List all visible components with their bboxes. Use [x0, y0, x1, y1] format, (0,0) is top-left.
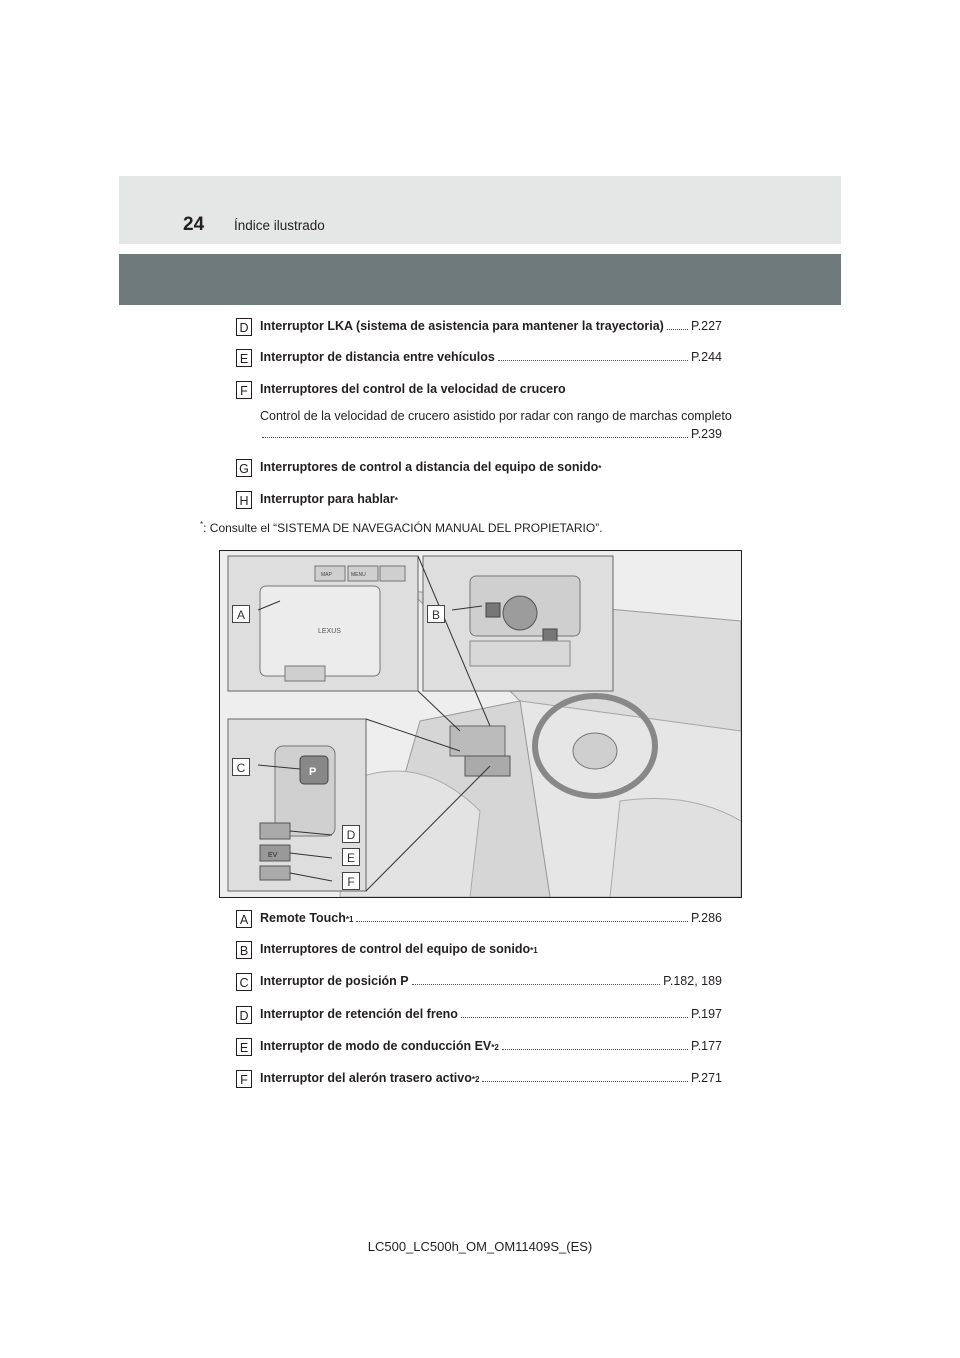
header-bar [119, 176, 841, 244]
footnote-mark: * [200, 520, 204, 529]
list-item-brake-hold [260, 1007, 722, 1021]
page-ref[interactable]: P.286 [690, 911, 722, 925]
letter-box-b: B [236, 941, 252, 959]
section-title: Índice ilustrado [234, 218, 325, 233]
lexus-text: LEXUS [318, 628, 341, 635]
letter-box-e2: E [236, 1038, 252, 1056]
ev-text: EV [268, 852, 278, 859]
page-ref[interactable]: P.177 [690, 1039, 722, 1053]
list-item-audio-controls [260, 942, 722, 956]
page-ref[interactable]: P.239 [690, 427, 722, 441]
footnote-mark: *1 [530, 946, 538, 955]
page-ref[interactable]: P.197 [690, 1007, 722, 1021]
letter-box-e: E [236, 349, 252, 367]
letter-box-d2: D [236, 1006, 252, 1024]
footnote-mark: *1 [345, 915, 354, 924]
footnote [200, 520, 603, 535]
callout-f: F [342, 872, 360, 890]
list-item-remote-audio [260, 460, 722, 474]
letter-box-d: D [236, 318, 252, 336]
footnote-text: : Consulte el “SISTEMA DE NAVEGACIÓN MANUAL DEL PROPIETARIO”. [203, 521, 603, 535]
list-item-lka [260, 319, 722, 333]
letter-box-h: H [236, 491, 252, 509]
document-code: LC500_LC500h_OM_OM11409S_(ES) [367, 1239, 593, 1254]
page-number: 24 [183, 214, 205, 235]
header-band [119, 254, 841, 305]
page-ref[interactable]: P.271 [690, 1071, 722, 1085]
sub-item-label: Control de la velocidad de crucero asistido por radar con rango de marchas completo [260, 409, 732, 423]
footnote-mark: *2 [491, 1043, 499, 1052]
footnote-mark: * [394, 496, 398, 505]
callout-a: A [232, 605, 250, 623]
callout-d: D [342, 825, 360, 843]
list-item-cruise [260, 382, 722, 396]
letter-box-f: F [236, 381, 252, 399]
item-label: Interruptor de modo de conducción EV [260, 1039, 492, 1053]
item-label: Remote Touch [260, 911, 346, 925]
letter-box-f2: F [236, 1070, 252, 1088]
p-text: P [309, 766, 317, 778]
callout-c: C [232, 758, 250, 776]
list-item-remote-touch [260, 911, 722, 925]
list-item-ev-mode [260, 1039, 722, 1053]
page-ref[interactable]: P.182, 189 [663, 974, 722, 988]
map-text: MAP [321, 572, 332, 578]
sub-item-page-line [262, 427, 722, 441]
item-label: Interruptores de control del equipo de sonido [260, 942, 531, 956]
item-label: Interruptores de control a distancia del equipo de sonido [260, 460, 599, 474]
footnote-mark: * [598, 464, 602, 473]
page-ref[interactable]: P.227 [690, 319, 722, 333]
item-label: Interruptor LKA (sistema de asistencia para mantener la trayectoria) [260, 319, 664, 333]
menu-text: MENU [351, 572, 366, 578]
letter-box-a: A [236, 910, 252, 928]
item-label: Interruptor de posición P [260, 974, 409, 988]
letter-box-c: C [236, 973, 252, 991]
cockpit-illustration [219, 550, 742, 898]
list-item-distance [260, 350, 722, 364]
list-item-talk [260, 492, 722, 506]
item-label: Interruptor de retención del freno [260, 1007, 458, 1021]
letter-box-g: G [236, 459, 252, 477]
item-label: Interruptor de distancia entre vehículos [260, 350, 495, 364]
page-ref[interactable]: P.244 [690, 350, 722, 364]
item-label: Interruptores del control de la velocidad de crucero [260, 382, 566, 396]
item-label: Interruptor del alerón trasero activo [260, 1071, 472, 1085]
list-item-rear-spoiler [260, 1071, 722, 1085]
callout-e: E [342, 848, 360, 866]
cockpit-drawing [220, 551, 741, 897]
item-label: Interruptor para hablar [260, 492, 395, 506]
list-item-p-position [260, 974, 722, 988]
callout-b: B [427, 605, 445, 623]
footnote-mark: *2 [471, 1075, 480, 1084]
